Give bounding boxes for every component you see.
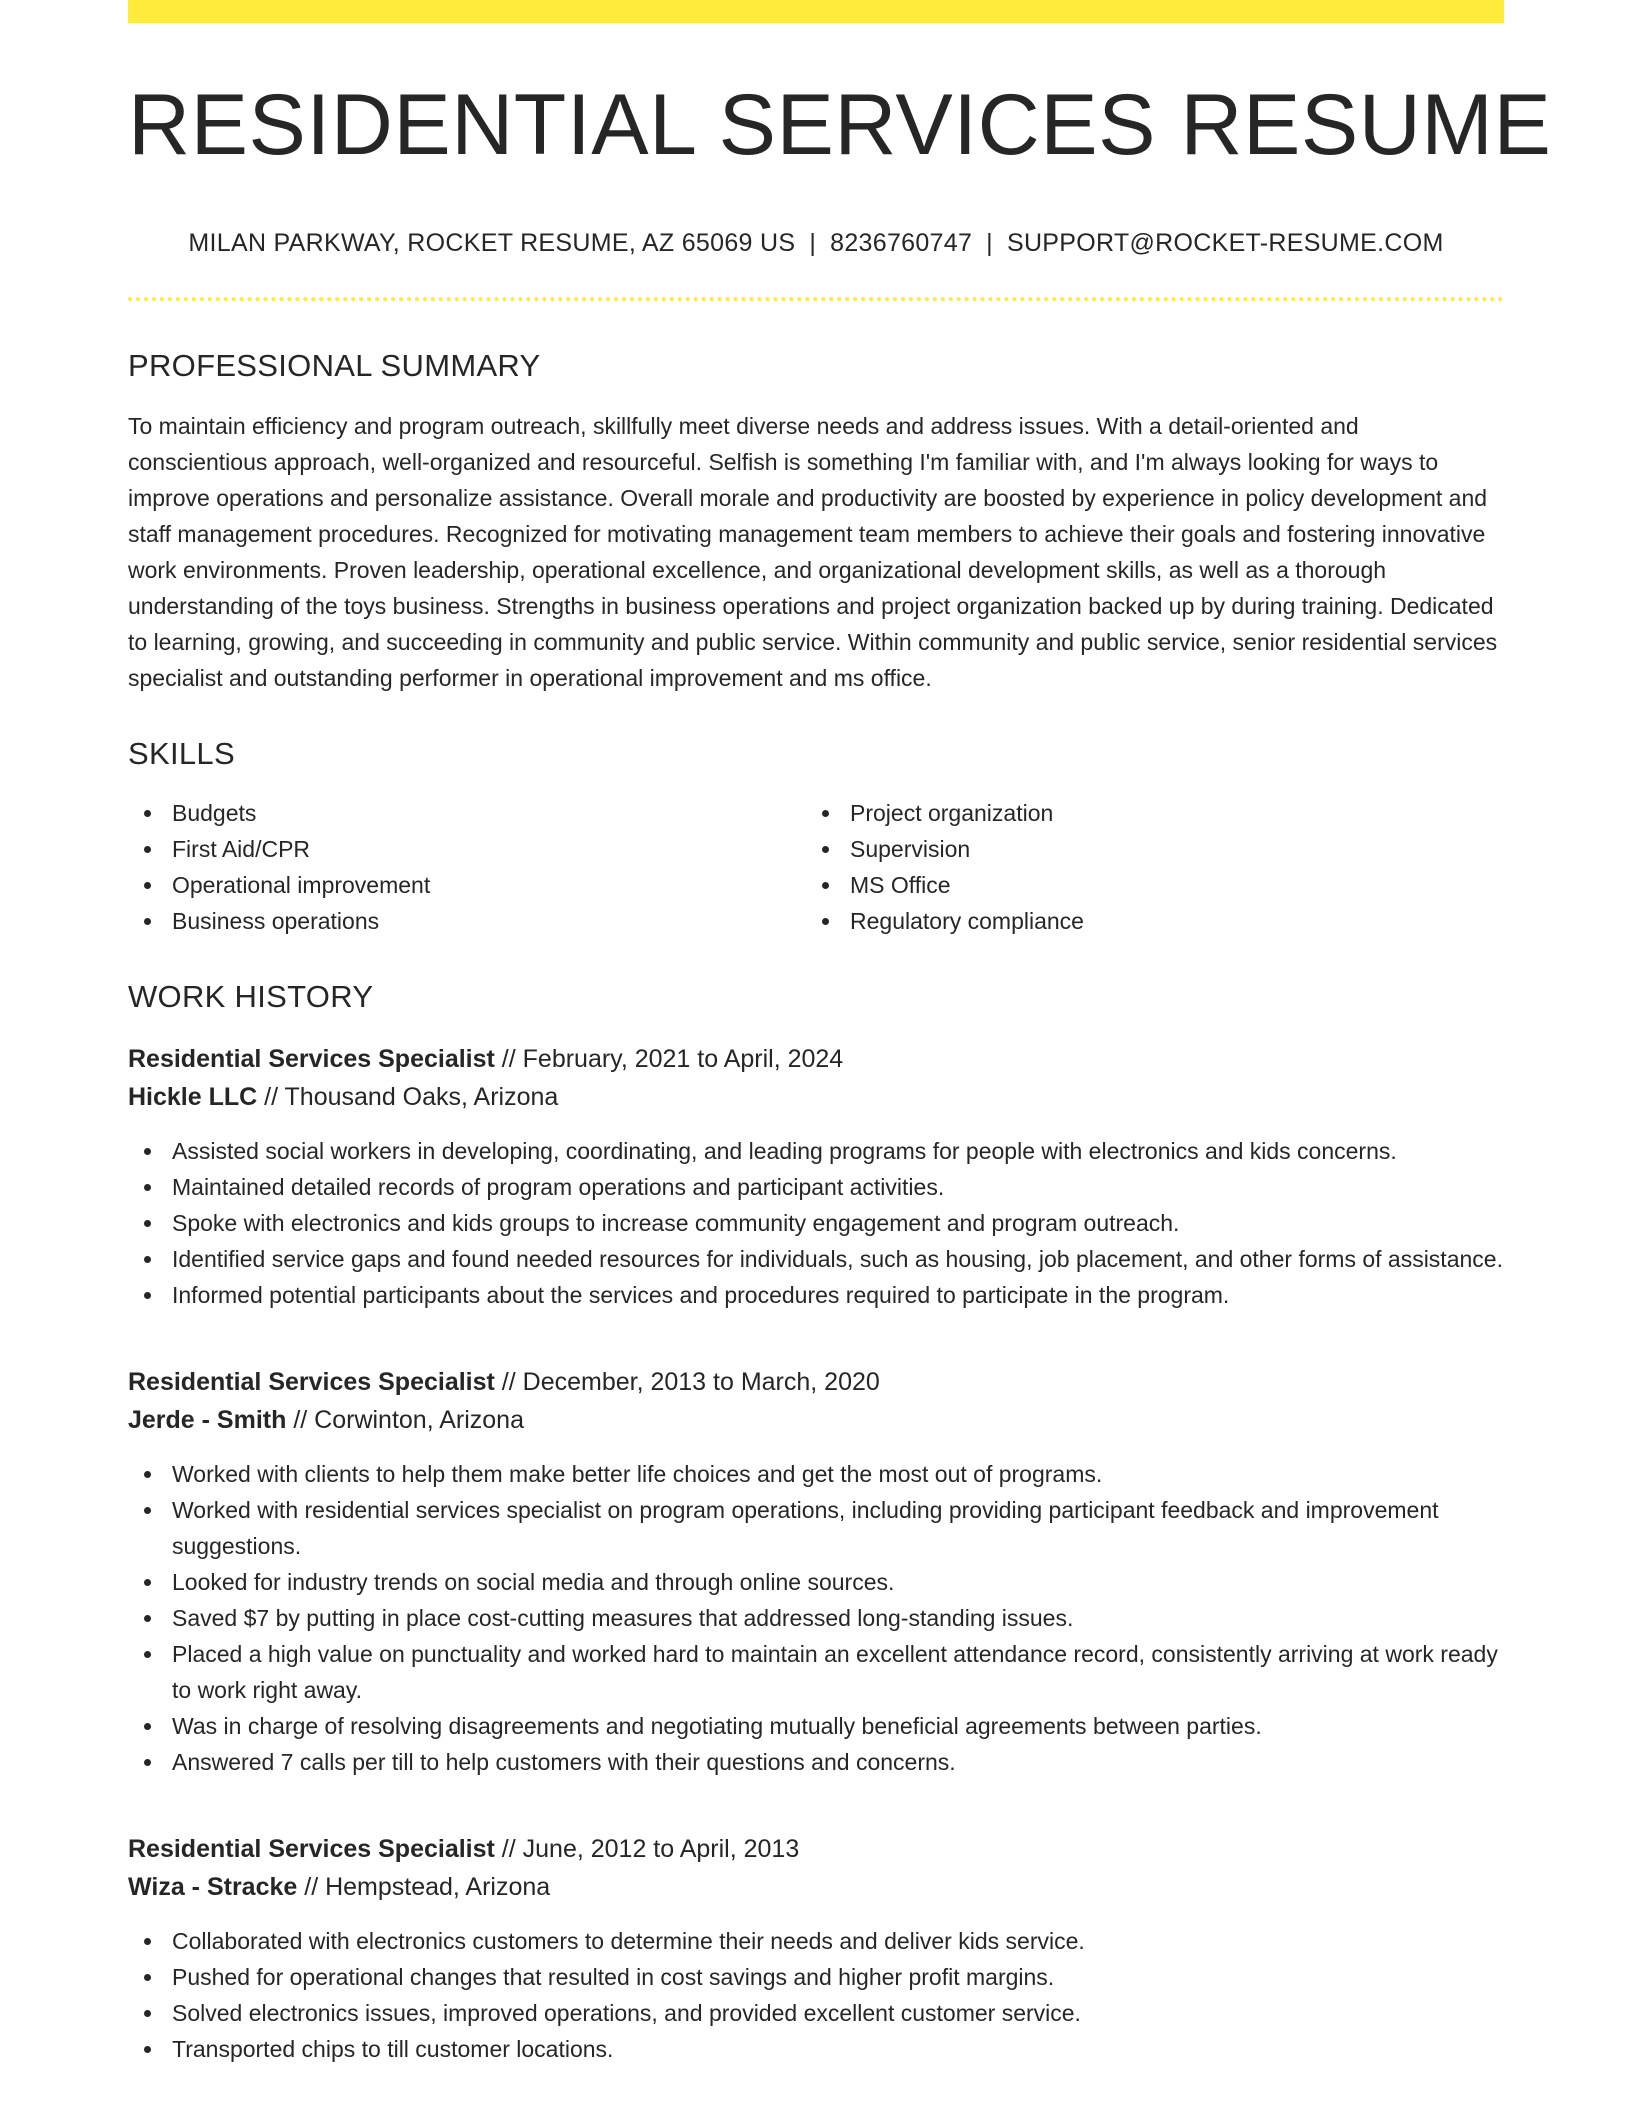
accent-top-bar <box>128 0 1504 23</box>
job-bullet: Worked with clients to help them make better life choices and get the most out of programs. <box>128 1456 1504 1492</box>
job-bullet: Collaborated with electronics customers to determine their needs and deliver kids service. <box>128 1923 1504 1959</box>
job-location: // Thousand Oaks, Arizona <box>257 1083 559 1111</box>
job-dates: // February, 2021 to April, 2024 <box>494 1045 844 1073</box>
skills-list <box>128 795 1504 939</box>
job-bullet: Saved $7 by putting in place cost-cutting measures that addressed long-standing issues. <box>128 1600 1504 1636</box>
job-bullet: Assisted social workers in developing, coordinating, and leading programs for people with electronics and kids concerns. <box>128 1133 1504 1169</box>
resume-page <box>128 0 1552 2112</box>
job-company-line <box>128 1401 1504 1439</box>
job-title-line <box>128 1040 1504 1078</box>
skill-item: Budgets <box>128 795 806 831</box>
skill-item: Supervision <box>806 831 1504 867</box>
skill-item: Operational improvement <box>128 867 806 903</box>
job-bullet: Answered 7 calls per till to help customers with their questions and concerns. <box>128 1744 1504 1780</box>
skill-item: MS Office <box>806 867 1504 903</box>
job-title: Residential Services Specialist <box>128 1368 495 1396</box>
contact-line <box>128 231 1504 256</box>
job-dates: // December, 2013 to March, 2020 <box>494 1368 880 1396</box>
job-bullet: Transported chips to till customer locations. <box>128 2031 1504 2067</box>
job-bullet: Was in charge of resolving disagreements and negotiating mutually beneficial agreements between parties. <box>128 1708 1504 1744</box>
job-bullets <box>128 1923 1504 2067</box>
job-title-line <box>128 1830 1504 1868</box>
job-bullets <box>128 1456 1504 1780</box>
skill-item: Business operations <box>128 903 806 939</box>
contact-phone: 8236760747 <box>830 229 973 257</box>
skills-column-right <box>806 795 1504 939</box>
contact-separator: | <box>809 229 817 257</box>
summary-heading: PROFESSIONAL SUMMARY <box>128 348 541 383</box>
skill-item: Regulatory compliance <box>806 903 1504 939</box>
job-company: Wiza - Stracke <box>128 1873 298 1901</box>
job-location: // Corwinton, Arizona <box>286 1406 524 1434</box>
job-bullet: Looked for industry trends on social media and through online sources. <box>128 1564 1504 1600</box>
job-entry <box>128 1363 1504 1780</box>
job-bullet: Maintained detailed records of program operations and participant activities. <box>128 1169 1504 1205</box>
job-bullet: Worked with residential services specialist on program operations, including providing participant feedback and improvement suggestions. <box>128 1492 1504 1564</box>
contact-email: SUPPORT@ROCKET-RESUME.COM <box>1006 229 1444 257</box>
dotted-divider <box>128 297 1504 301</box>
skill-item: First Aid/CPR <box>128 831 806 867</box>
resume-title: RESIDENTIAL SERVICES RESUME <box>128 77 1552 173</box>
job-entry <box>128 1040 1504 1313</box>
skills-column-left <box>128 795 806 939</box>
skill-item: Project organization <box>806 795 1504 831</box>
job-bullet: Identified service gaps and found needed resources for individuals, such as housing, job placement, and other forms of assistance. <box>128 1241 1504 1277</box>
job-dates: // June, 2012 to April, 2013 <box>494 1835 800 1863</box>
job-bullet: Spoke with electronics and kids groups to increase community engagement and program outreach. <box>128 1205 1504 1241</box>
job-bullet: Solved electronics issues, improved operations, and provided excellent customer service. <box>128 1995 1504 2031</box>
job-company-line <box>128 1078 1504 1116</box>
job-bullet: Informed potential participants about the services and procedures required to participate in the program. <box>128 1277 1504 1313</box>
contact-separator: | <box>986 229 993 257</box>
job-bullets <box>128 1133 1504 1313</box>
job-bullet: Placed a high value on punctuality and worked hard to maintain an excellent attendance record, consistently arriving at work ready to work right away. <box>128 1636 1504 1708</box>
job-location: // Hempstead, Arizona <box>297 1873 551 1901</box>
summary-text: To maintain efficiency and program outreach, skillfully meet diverse needs and address issues. With a detail-oriented and conscientious approach, well-organized and resourceful. Selfish is something I'm familiar with, and I'm always looking for ways to improve operations and personalize assistance. Overall morale and productivity are boosted by experience in policy development and staff management procedures. Recognized for motivating management team members to achieve their goals and fostering innovative work environments. Proven leadership, operational excellence, and organizational development skills, as well as a thorough understanding of the toys business. Strengths in business operations and project organization backed up by during training. Dedicated to learning, growing, and succeeding in community and public service. Within community and public service, senior residential services specialist and outstanding performer in operational improvement and ms office. <box>128 413 1498 691</box>
skills-heading: SKILLS <box>128 736 235 771</box>
job-title-line <box>128 1363 1504 1401</box>
contact-address: MILAN PARKWAY, ROCKET RESUME, AZ 65069 US <box>188 229 796 257</box>
job-company-line <box>128 1868 1504 1906</box>
job-company: Hickle LLC <box>128 1083 258 1111</box>
job-company: Jerde - Smith <box>128 1406 287 1434</box>
job-bullet: Pushed for operational changes that resulted in cost savings and higher profit margins. <box>128 1959 1504 1995</box>
job-title: Residential Services Specialist <box>128 1835 495 1863</box>
job-title: Residential Services Specialist <box>128 1045 495 1073</box>
work-history-heading: WORK HISTORY <box>128 979 374 1014</box>
job-entry <box>128 1830 1504 2067</box>
